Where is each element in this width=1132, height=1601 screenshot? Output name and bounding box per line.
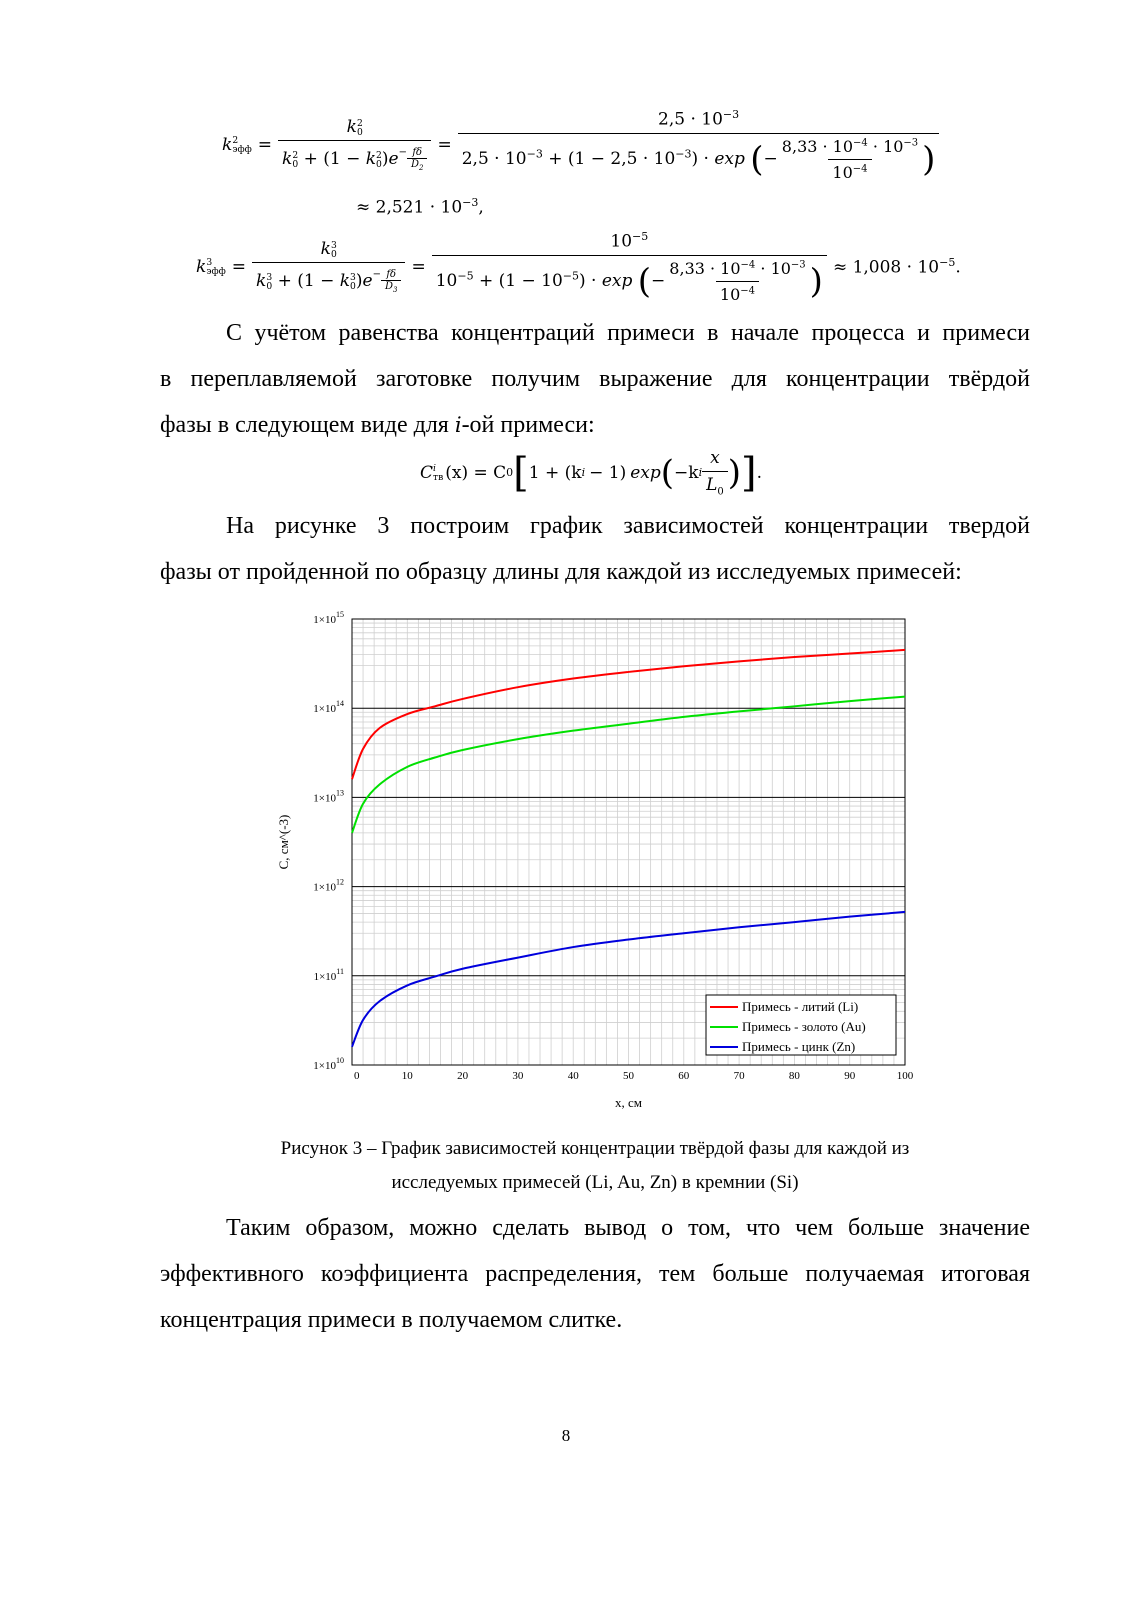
paragraph-3-line-2: эффективного коэффициента распределения, тем больше получаемая итоговая [160,1261,1030,1287]
x-tick-label: 50 [623,1070,634,1082]
paragraph-3 [160,1205,1030,1343]
formula-k2-result: ≈ $2,521 \cdot 10^{-3}$, [356,196,484,218]
paragraph-2-line-2: фазы от пройденной по образцу длины для каждой из исследуемых примесей: [160,559,962,585]
k2-symbolic-fraction: k 2 0 k 2 0 + (1 − k 2 0 )e− $\frac{f\delta}{D_2}$ [278,117,431,172]
paragraph-3-line-1: Таким образом, можно сделать вывод о том, что чем больше значение [226,1215,1030,1241]
x-tick-label: 40 [567,1070,579,1082]
x-tick-label: 60 [678,1070,690,1082]
paragraph-1-line-3: фазы в следующем виде для i-ой примеси: [160,412,595,438]
y-tick-label: $1\times 10^{13}$ [313,788,344,805]
paragraph-2-line-1: На рисунке 3 построим график зависимостей концентрации твердой [226,513,1030,539]
y-tick-label: $1\times 10^{11}$ [313,966,344,983]
figure-caption-line-1: Рисунок 3 – График зависимостей концентрации твёрдой фазы для каждой из [280,1138,910,1159]
x-tick-label: 80 [788,1070,800,1082]
x-axis-label: x, см [615,1095,642,1110]
k2-lhs: k 2 эфф [222,134,252,156]
y-tick-labels [313,610,344,1072]
x-tick-label: 70 [733,1070,745,1082]
paragraph-1-line-1: С учётом равенства концентраций примеси в начале процесса и примеси [226,320,1030,346]
formula-k2: k 2 эфф = k 2 0 k 2 0 + (1 − k 2 0 )e− $\frac{f\delta}{D_2}$ = $2,5 \cdot 10^{-3}$ $2,5 \cdot 10^{-3} + (1 - 2,5 \cdot 10^{-3}) \cdot \exp$ (− $\frac{8,33 \cdot 10^{-4} \cdot 10^{-3}}{10^{-4}}$ ) [222,108,939,182]
y-tick-label: $1\times 10^{12}$ [313,877,344,894]
formula-k3: k 3 эфф = k 3 0 k 3 0 + (1 − k 3 0 )e− $\frac{f\delta}{D_3}$ = $10^{-5}$ $10^{-5} + (1 - 10^{-5}) \cdot \exp$ (− $\frac{8,33 \cdot 10^{-4} \cdot 10^{-3}}{10^{-4}}$ ) ≈ $1,008 \cdot 10^{-5}$. [196,230,961,304]
k3-numeric-fraction: $10^{-5}$ $10^{-5} + (1 - 10^{-5}) \cdot \exp$ (− $\frac{8,33 \cdot 10^{-4} \cdot 10^{-3}}{10^{-4}}$ ) [432,230,827,304]
x-tick-label: 30 [512,1070,524,1082]
k3-symbolic-fraction: k 3 0 k 3 0 + (1 − k 3 0 )e− $\frac{f\delta}{D_3}$ [252,239,405,294]
y-tick-label: $1\times 10^{10}$ [313,1056,344,1072]
k3-lhs: k 3 эфф [196,256,226,278]
paragraph-2 [160,503,1030,595]
figure-caption [160,1132,1030,1200]
x-tick-label: 0 [354,1070,360,1082]
x-tick-labels [354,1070,914,1082]
formula-concentration: C i тв (x) = C 0 [ 1 + (k i − 1) exp ( −k i $\frac{x}{L_0}$ ) ] . [420,448,763,498]
page-number: 8 [561,1426,571,1445]
x-tick-label: 10 [401,1070,413,1082]
y-tick-label: $1\times 10^{15}$ [313,610,344,626]
x-tick-label: 90 [844,1070,856,1082]
concentration-chart [250,605,950,1120]
k3-result: ≈ $1,008 \cdot 10^{-5}$. [832,256,961,278]
paragraph-1-line-2: в переплавляемой заготовке получим выражение для концентрации твёрдой [160,366,1030,392]
x-tick-label: 20 [457,1070,469,1082]
y-axis-label: C, см^(-3) [276,814,291,870]
paragraph-3-line-3: концентрация примеси в получаемом слитке. [160,1307,623,1333]
legend [706,995,896,1055]
k2-numeric-fraction: $2,5 \cdot 10^{-3}$ $2,5 \cdot 10^{-3} + (1 - 2,5 \cdot 10^{-3}) \cdot \exp$ (− $\frac{8,33 \cdot 10^{-4} \cdot 10^{-3}}{10^{-4}}$ ) [458,108,940,182]
legend-label: Примесь - литий (Li) [742,999,859,1014]
legend-label: Примесь - золото (Au) [742,1019,866,1034]
paragraph-1 [160,310,1030,448]
legend-label: Примесь - цинк (Zn) [742,1039,856,1054]
figure-caption-line-2: исследуемых примесей (Li, Au, Zn) в кремнии (Si) [391,1172,799,1193]
x-tick-label: 100 [896,1070,914,1082]
y-tick-label: $1\times 10^{14}$ [313,699,344,716]
